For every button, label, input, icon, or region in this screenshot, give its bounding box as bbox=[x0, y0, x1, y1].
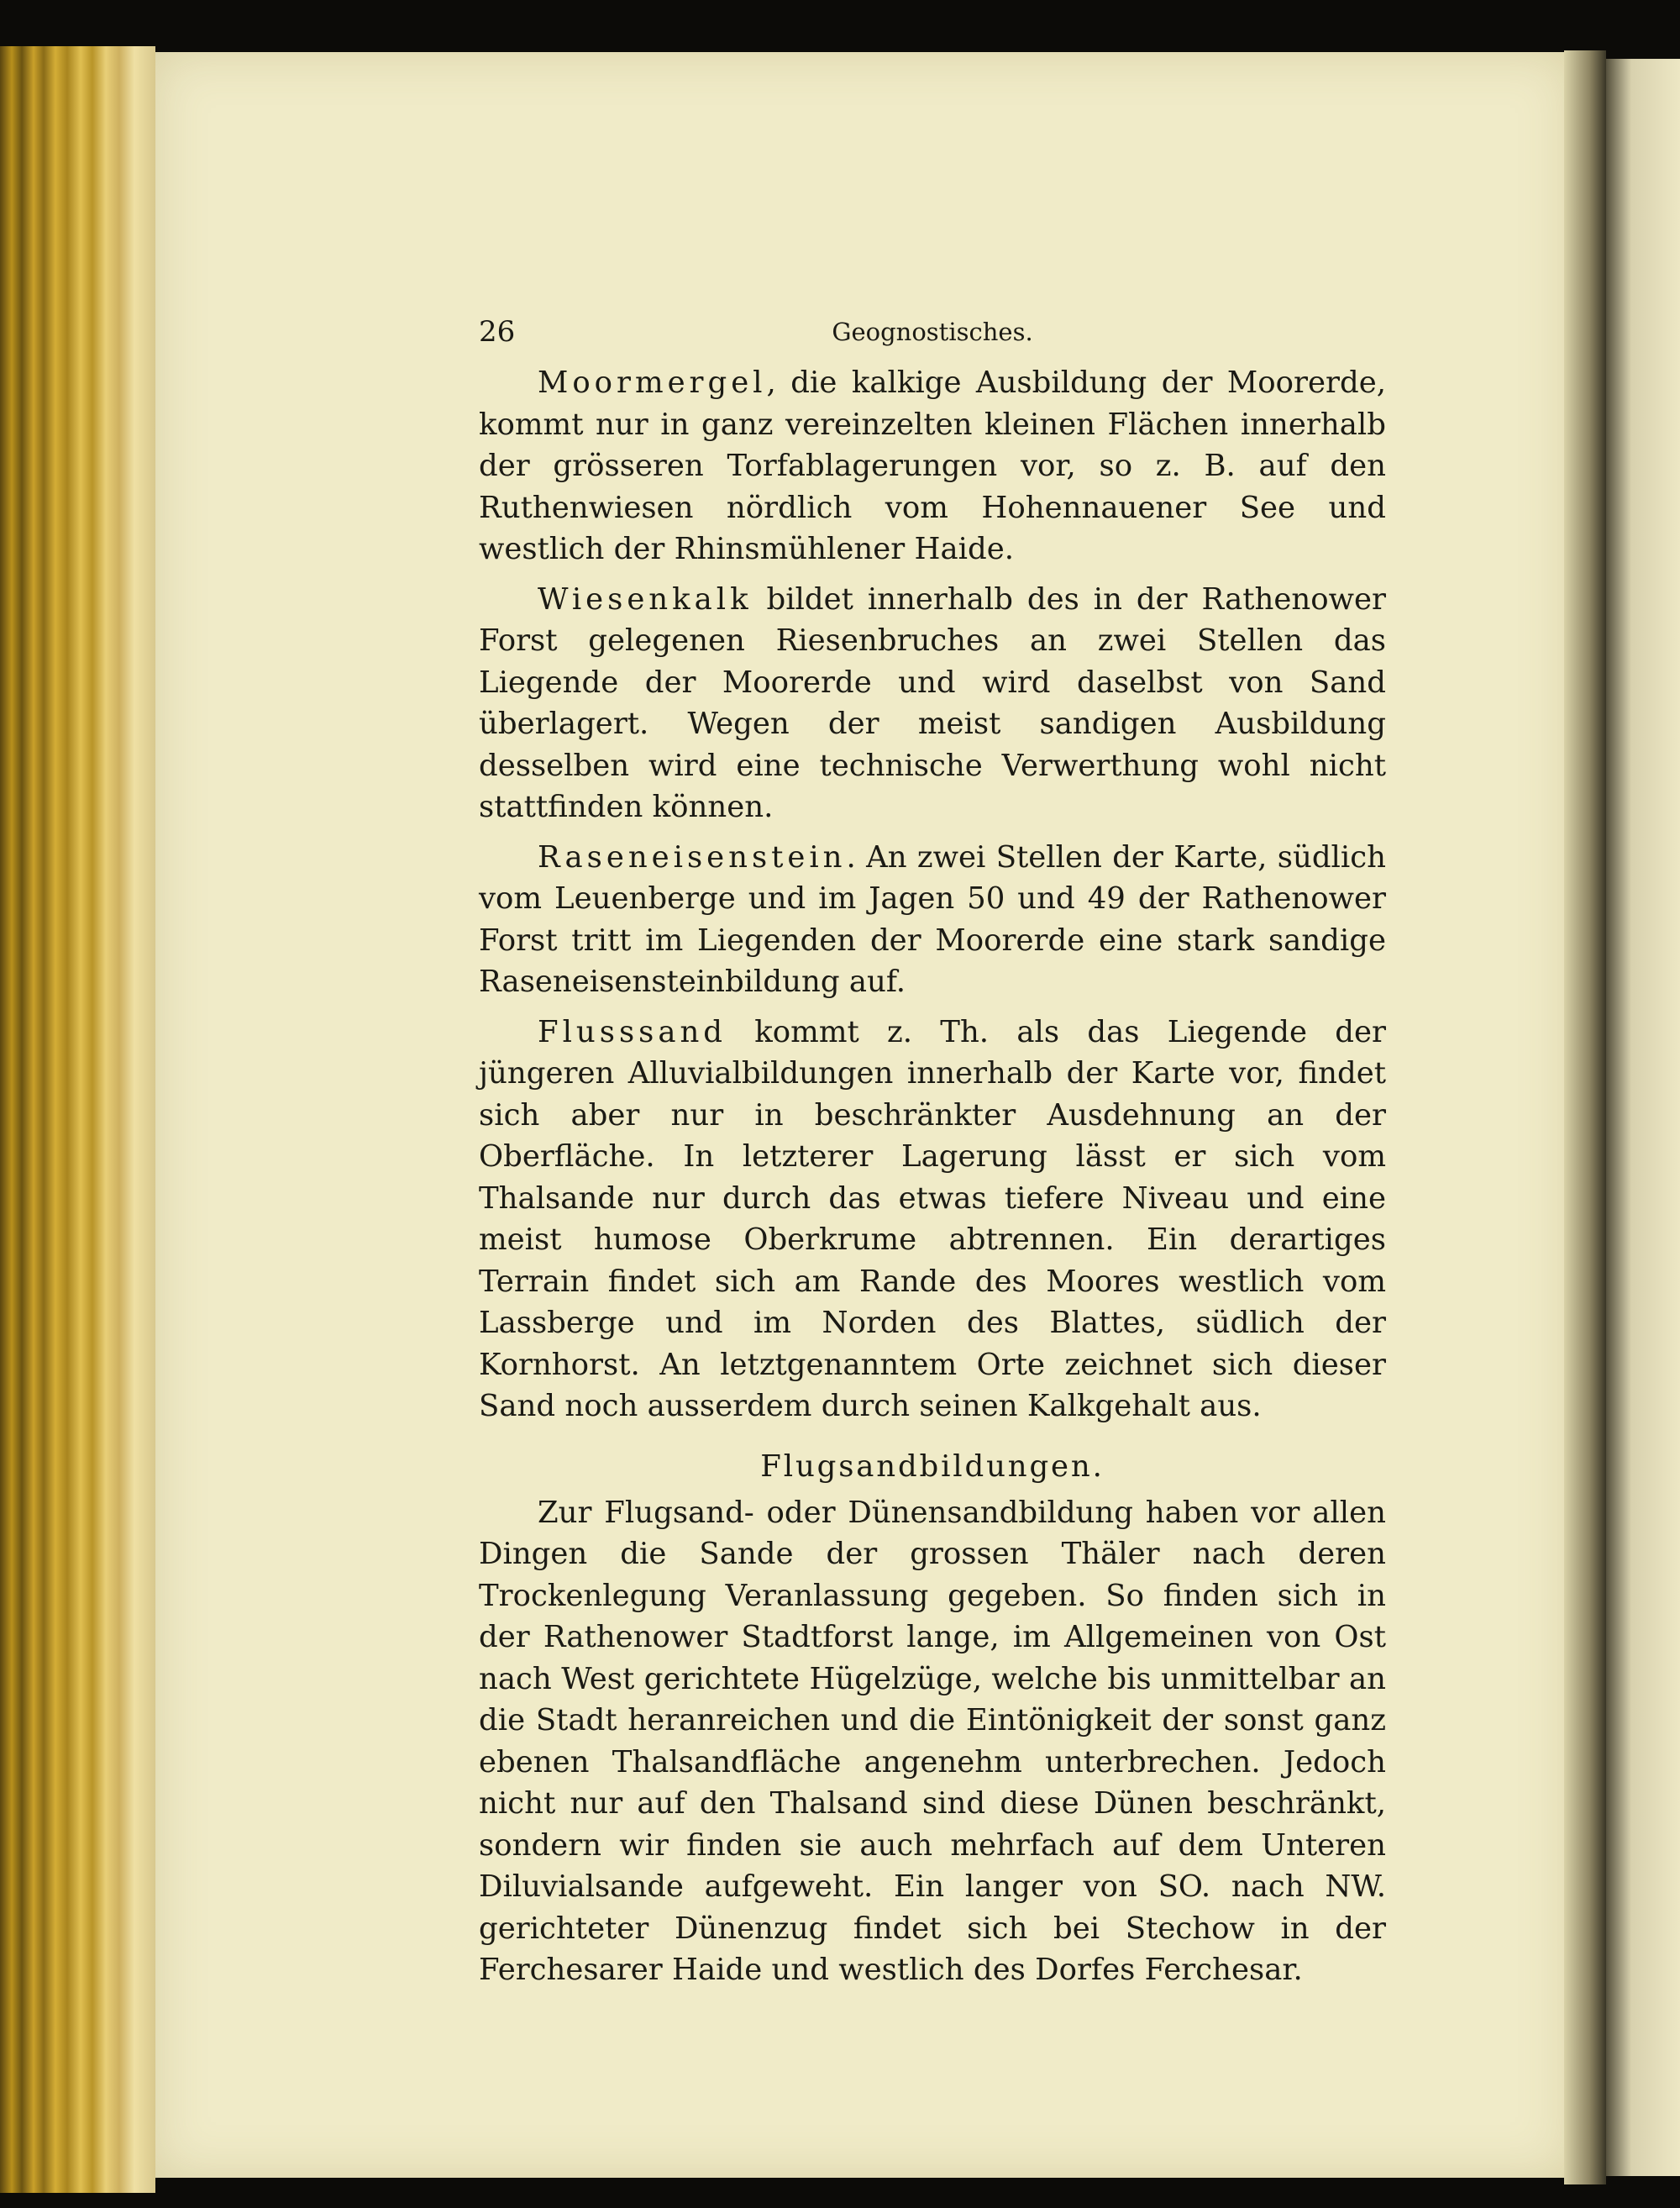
paragraph-body: kommt z. Th. als das Liegende der jüngeren Alluvialbildungen innerhalb der Karte vor, findet sich aber nur in beschränkter Ausdehnung an der Oberfläche. In letzterer Lagerung lässt er sich vom Thalsande nur durch das etwas tiefere Niveau und eine meist humose Oberkrume abtrennen. Ein derartiges Terrain findet sich am Rande des Moores westlich vom Lassberge und im Norden des Blattes, südlich der Kornhorst. An letztgenanntem Orte zeichnet sich dieser Sand noch ausserdem durch seinen Kalkgehalt aus. bbox=[479, 1014, 1386, 1423]
paragraph-lead-term: Flusssand bbox=[538, 1014, 727, 1049]
paragraph-flugsand: Zur Flugsand- oder Dünensandbildung haben vor allen Dingen die Sande der grossen Thäler nach deren Trockenlegung Veranlassung gegeben. So finden sich in der Rathenower Stadtforst lange, im Allgemeinen von Ost nach West gerichtete Hügelzüge, welche bis unmittelbar an die Stadt heranreichen und die Eintönigkeit der sonst ganz ebenen Thalsandfläche angenehm unterbrechen. Jedoch nicht nur auf den Thalsand sind diese Dünen beschränkt, sondern wir finden sie auch mehrfach auf dem Unteren Diluvialsande aufgeweht. Ein langer von SO. nach NW. gerichteter Dünenzug findet sich bei Stechow in der Ferchesarer Haide und westlich des Dorfes Ferchesar. bbox=[479, 1495, 1386, 1987]
paragraph-body: . An zwei Stellen der Karte, südlich vom Leuenberge und im Jagen 50 und 49 der Rathenower Forst tritt im Liegenden der Moorerde eine stark sandige Raseneisensteinbildung auf. bbox=[479, 839, 1386, 999]
paragraph-body: bildet innerhalb des in der Rathenower Forst gelegenen Riesenbruches an zwei Stellen das Liegende der Moorerde und wird daselbst von Sand überlagert. Wegen der meist sandigen Ausbildung desselben wird eine technische Verwerthung wohl nicht stattfinden können. bbox=[479, 581, 1386, 824]
page-text-block bbox=[479, 315, 1386, 2000]
facing-page-edge bbox=[1606, 59, 1680, 2176]
page-gutter-shadow bbox=[1564, 50, 1606, 2184]
paragraph-lead-term: Wiesenkalk bbox=[538, 581, 753, 617]
paragraph-wiesenkalk bbox=[479, 579, 1386, 828]
book-page-edges bbox=[0, 46, 155, 2193]
paragraph-body: , die kalkige Ausbildung der Moorerde, kommt nur in ganz vereinzelten kleinen Flächen innerhalb der grösseren Torfablagerungen vor, so z. B. auf den Ruthenwiesen nördlich vom Hohennauener See und westlich der Rhinsmühlener Haide. bbox=[479, 365, 1386, 566]
paragraph-lead-term: Raseneisenstein bbox=[538, 839, 847, 875]
paragraph-flusssand bbox=[479, 1012, 1386, 1427]
running-header bbox=[479, 315, 1386, 355]
paragraph-lead-term: Moormergel bbox=[538, 365, 767, 400]
paragraph-moormergel bbox=[479, 362, 1386, 570]
section-heading: Flugsandbildungen. bbox=[760, 1448, 1105, 1484]
running-title: Geognostisches. bbox=[832, 318, 1033, 346]
page-number: 26 bbox=[479, 315, 516, 349]
paragraph-raseneisenstein bbox=[479, 837, 1386, 1003]
